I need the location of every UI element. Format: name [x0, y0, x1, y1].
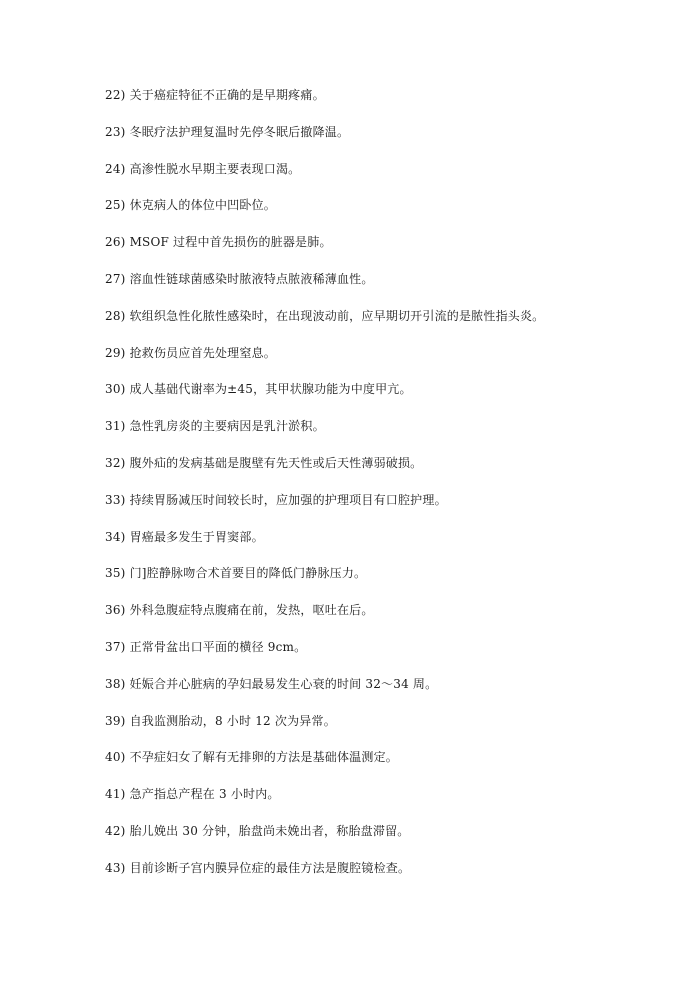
list-item — [105, 637, 665, 674]
list-item — [105, 85, 665, 122]
item-number: 24) — [105, 161, 126, 176]
item-number: 33) — [105, 492, 126, 507]
list-item — [105, 711, 665, 748]
list-item — [105, 674, 665, 711]
item-text: 休克病人的体位中凹卧位。 — [129, 198, 276, 213]
item-text: 不孕症妇女了解有无排卵的方法是基础体温测定。 — [129, 750, 398, 765]
list-item — [105, 232, 665, 269]
list-item — [105, 821, 665, 858]
item-number: 25) — [105, 198, 126, 213]
item-number: 34) — [105, 529, 126, 544]
list-item — [105, 159, 665, 196]
item-number: 27) — [105, 271, 126, 286]
item-text: 胎儿娩出 30 分钟，胎盘尚未娩出者，称胎盘滞留。 — [129, 823, 410, 838]
item-text: 急性乳房炎的主要病因是乳汁淤积。 — [129, 419, 325, 434]
item-number: 37) — [105, 639, 126, 654]
item-text: 高渗性脱水早期主要表现口渴。 — [129, 161, 301, 176]
item-text: 外科急腹症特点腹痛在前，发热，呕吐在后。 — [129, 603, 374, 618]
list-item — [105, 858, 665, 895]
item-number: 30) — [105, 382, 126, 397]
list-item — [105, 269, 665, 306]
item-number: 22) — [105, 88, 126, 102]
item-number: 35) — [105, 566, 126, 581]
question-list — [105, 85, 665, 895]
list-item — [105, 490, 665, 527]
list-item — [105, 453, 665, 490]
item-number: 43) — [105, 860, 126, 875]
item-text: 急产指总产程在 3 小时内。 — [129, 787, 280, 802]
list-item — [105, 379, 665, 416]
item-text: 门]腔静脉吻合术首要目的降低门静脉压力。 — [129, 566, 367, 581]
list-item — [105, 416, 665, 453]
item-number: 40) — [105, 750, 126, 765]
item-number: 26) — [105, 235, 126, 250]
item-number: 38) — [105, 676, 126, 691]
item-text: 抢救伤员应首先处理窒息。 — [129, 345, 276, 360]
item-text: 成人基础代谢率为±45，其甲状腺功能为中度甲亢。 — [129, 382, 412, 397]
item-number: 39) — [105, 713, 126, 728]
list-item — [105, 784, 665, 821]
list-item — [105, 122, 665, 159]
list-item — [105, 527, 665, 564]
item-text: 溶血性链球菌感染时脓液特点脓液稀薄血性。 — [129, 271, 374, 286]
item-text: 正常骨盆出口平面的横径 9cm。 — [129, 639, 307, 654]
item-text: 冬眠疗法护理复温时先停冬眠后撤降温。 — [129, 124, 350, 139]
item-number: 32) — [105, 455, 126, 470]
item-text: 妊娠合并心脏病的孕妇最易发生心衰的时间 32～34 周。 — [129, 676, 438, 691]
item-text: 关于癌症特征不正确的是早期疼痛。 — [129, 88, 325, 102]
item-number: 28) — [105, 308, 126, 323]
item-number: 41) — [105, 787, 126, 802]
list-item — [105, 195, 665, 232]
item-text: 胃癌最多发生于胃窦部。 — [129, 529, 264, 544]
list-item — [105, 306, 665, 343]
list-item — [105, 343, 665, 380]
item-text: 持续胃肠减压时间较长时，应加强的护理项目有口腔护理。 — [129, 492, 447, 507]
item-number: 36) — [105, 603, 126, 618]
list-item — [105, 600, 665, 637]
item-number: 29) — [105, 345, 126, 360]
item-text: 腹外疝的发病基础是腹壁有先天性或后天性薄弱破损。 — [129, 455, 423, 470]
list-item — [105, 747, 665, 784]
list-item — [105, 563, 665, 600]
item-text: MSOF 过程中首先损伤的脏器是肺。 — [129, 235, 332, 250]
item-number: 31) — [105, 419, 126, 434]
item-text: 自我监测胎动，8 小时 12 次为异常。 — [129, 713, 336, 728]
item-number: 23) — [105, 124, 126, 139]
item-number: 42) — [105, 823, 126, 838]
item-text: 目前诊断子宫内膜异位症的最佳方法是腹腔镜检查。 — [129, 860, 411, 875]
item-text: 软组织急性化脓性感染时，在出现波动前，应早期切开引流的是脓性指头炎。 — [129, 308, 545, 323]
